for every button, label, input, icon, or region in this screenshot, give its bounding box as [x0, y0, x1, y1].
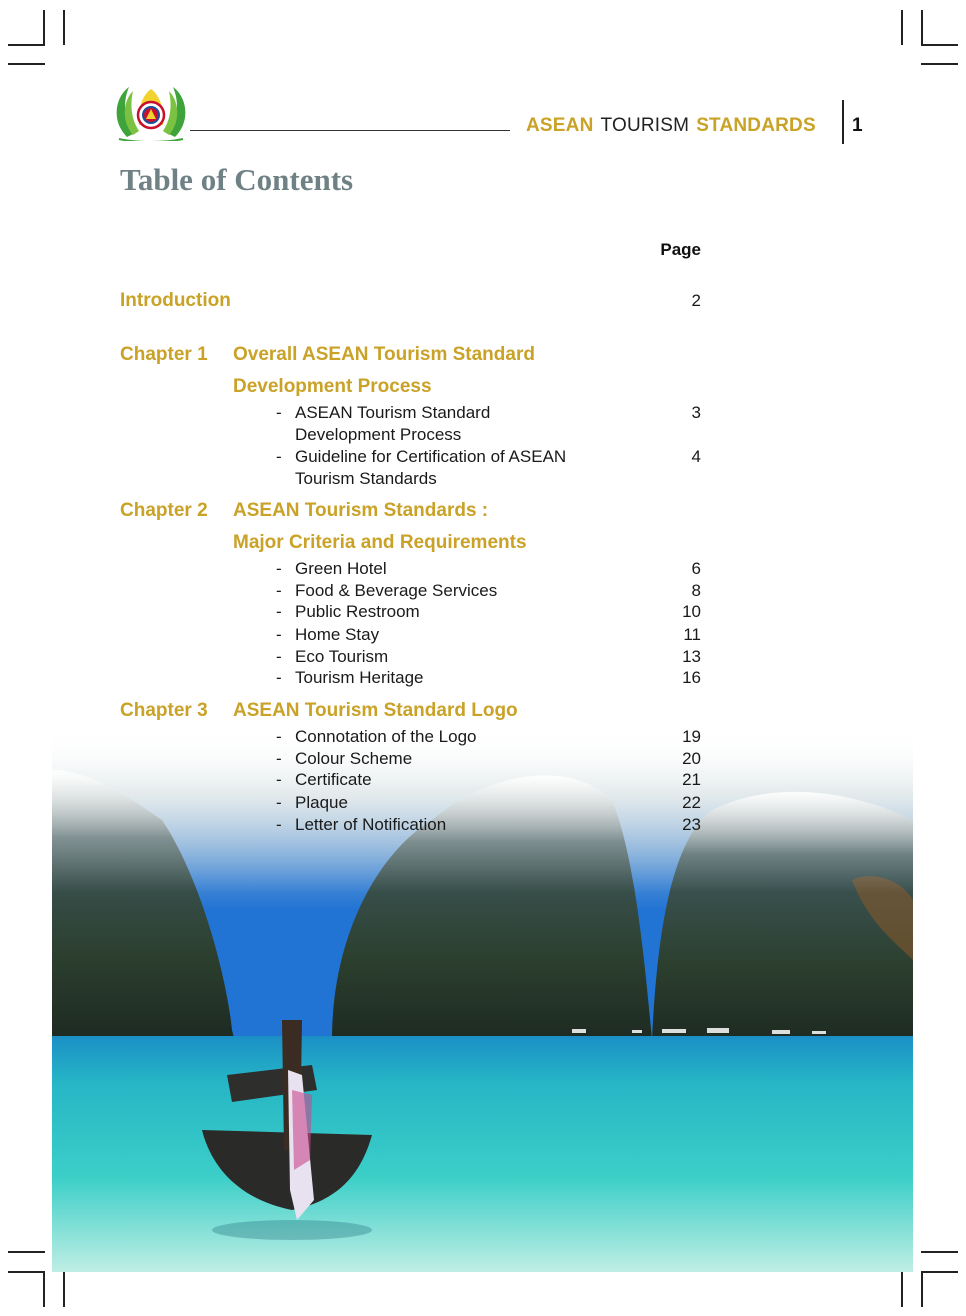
introduction-page: 2	[691, 291, 701, 310]
toc-item-page: 19	[682, 727, 701, 746]
crop-mark	[921, 1271, 923, 1307]
toc-item: - Eco Tourism	[276, 647, 389, 666]
crop-mark	[921, 1271, 958, 1273]
introduction-label: Introduction	[120, 290, 231, 311]
chapter2-label: Chapter 2	[120, 500, 208, 521]
toc-item: - Guideline for Certification of ASEAN Tourism Standards	[276, 447, 567, 488]
toc-item: - Plaque	[276, 793, 348, 812]
chapter2-title-line1: ASEAN Tourism Standards :	[233, 500, 489, 521]
toc-item-page: 13	[682, 647, 701, 666]
toc-item-page: 10	[682, 602, 701, 621]
toc-item-page: 11	[683, 625, 701, 644]
toc-item: - Home Stay	[276, 625, 380, 644]
crop-mark	[63, 10, 65, 45]
chapter1-title-line1: Overall ASEAN Tourism Standard	[233, 344, 535, 365]
header-asean: ASEAN	[526, 115, 594, 136]
crop-mark	[43, 10, 45, 45]
crop-mark	[901, 10, 903, 45]
page-column-label: Page	[660, 240, 701, 259]
crop-mark	[43, 1271, 45, 1307]
page-number: 1	[852, 115, 863, 136]
crop-mark	[8, 1251, 45, 1253]
crop-mark	[901, 1271, 903, 1307]
toc-item-page: 4	[691, 447, 701, 466]
toc-item: - Green Hotel	[276, 559, 387, 578]
chapter3-title-line1: ASEAN Tourism Standard Logo	[233, 700, 518, 721]
toc-item-page: 3	[691, 403, 701, 422]
crop-mark	[921, 63, 958, 65]
toc-item-page: 6	[691, 559, 701, 578]
toc-item: - Public Restroom	[276, 602, 420, 621]
toc-item: - Tourism Heritage	[276, 668, 424, 687]
toc-item: - ASEAN Tourism Standard Development Process	[276, 403, 491, 444]
toc-item-page: 20	[682, 749, 701, 768]
crop-mark	[921, 10, 923, 45]
chapter1-title-line2: Development Process	[233, 376, 432, 397]
page-title: Table of Contents	[120, 162, 354, 197]
crop-mark	[8, 1271, 45, 1273]
toc-item-page: 8	[691, 581, 701, 600]
crop-mark	[8, 63, 45, 65]
chapter2-title-line2: Major Criteria and Requirements	[233, 532, 527, 553]
header-tourism: TOURISM	[600, 115, 690, 136]
toc-item: - Connotation of the Logo	[276, 727, 477, 746]
toc-item: - Food & Beverage Services	[276, 581, 498, 600]
toc-item: - Letter of Notification	[276, 815, 447, 834]
header-standards: STANDARDS	[696, 115, 816, 136]
toc-item-page: 22	[682, 793, 701, 812]
asean-tourism-logo-icon	[113, 85, 189, 141]
header-rule	[190, 130, 510, 131]
crop-mark	[8, 44, 45, 46]
crop-mark	[921, 1251, 958, 1253]
header-divider	[842, 100, 844, 144]
toc-item-page: 16	[682, 668, 701, 687]
running-header	[526, 115, 816, 137]
toc-item: - Certificate	[276, 770, 372, 789]
chapter3-label: Chapter 3	[120, 700, 208, 721]
maya-bay-longtail-boat-photo	[52, 730, 913, 1272]
toc-item-page: 21	[682, 770, 701, 789]
crop-mark	[63, 1271, 65, 1307]
toc-item-page: 23	[682, 815, 701, 834]
crop-mark	[921, 44, 958, 46]
toc-item: - Colour Scheme	[276, 749, 413, 768]
chapter1-label: Chapter 1	[120, 344, 208, 365]
